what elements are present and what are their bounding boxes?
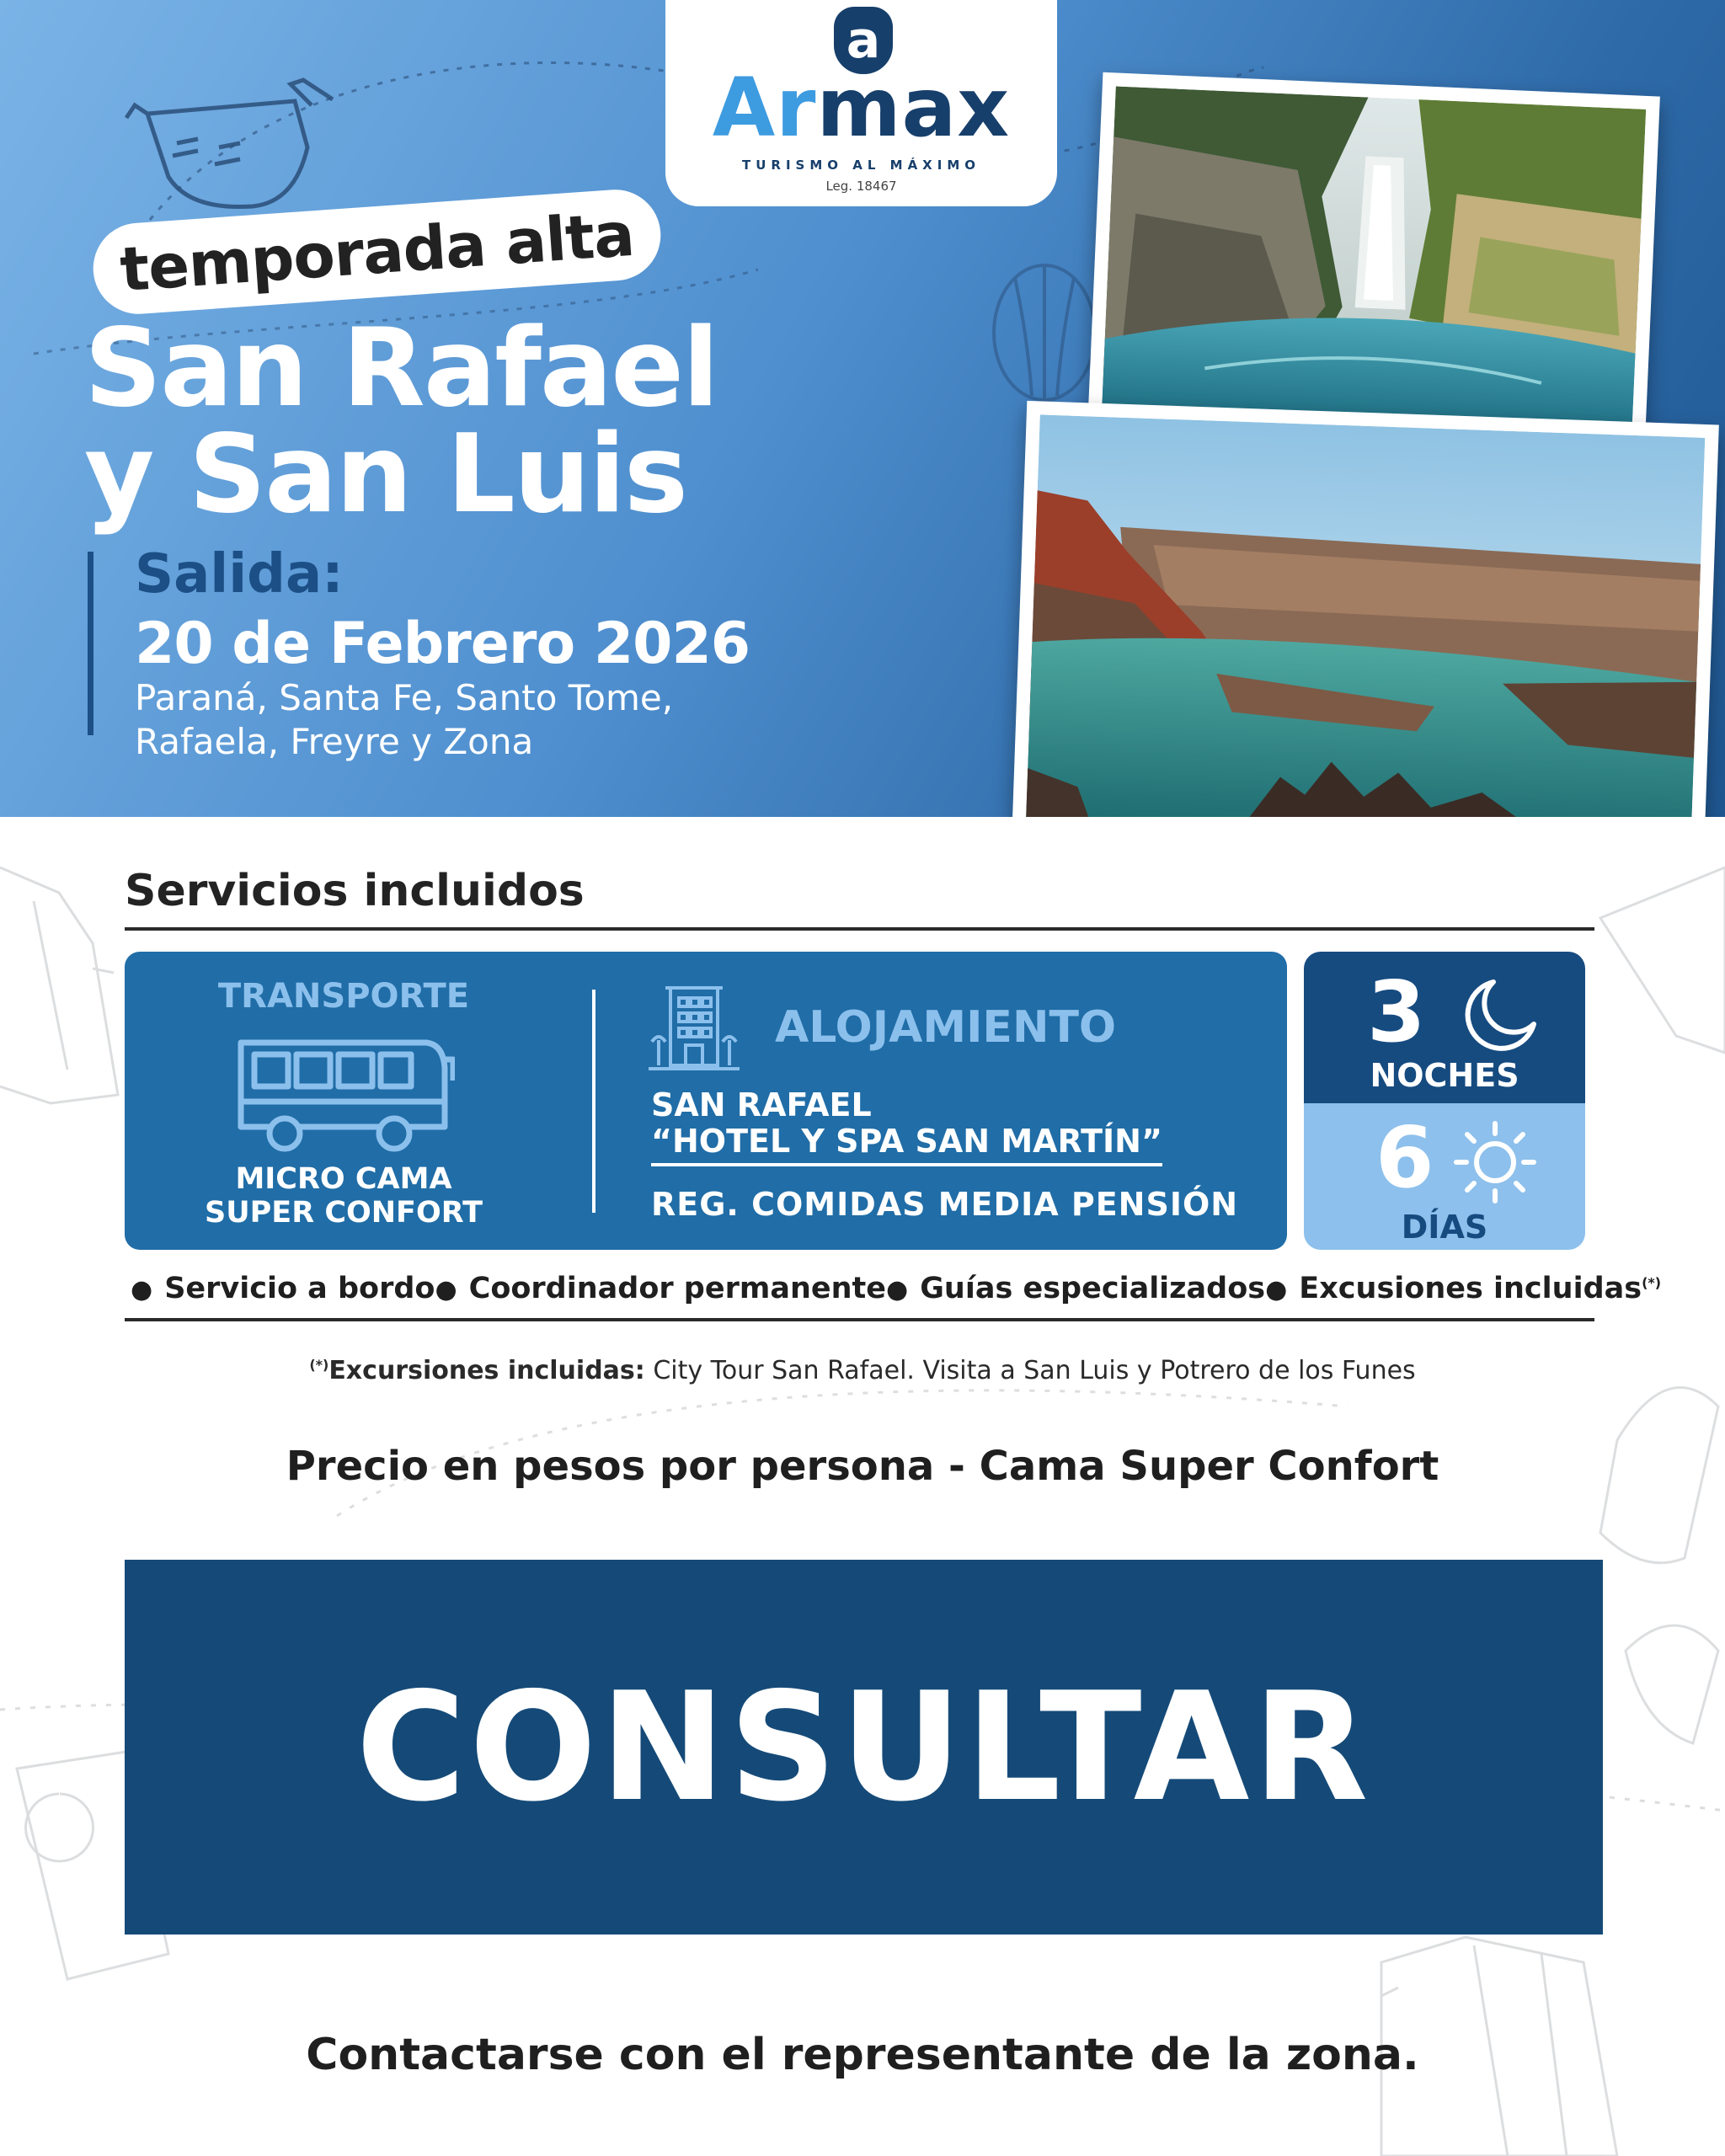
license-number: Leg. 18467 <box>825 179 897 194</box>
departure-label: Salida: <box>135 543 344 606</box>
services-panel <box>125 952 1287 1250</box>
lodging-title: ALOJAMIENTO <box>775 1002 1117 1053</box>
excursions-note <box>0 1356 1725 1385</box>
waterfall-photo <box>1087 72 1660 451</box>
features-divider <box>125 1318 1594 1321</box>
brand-logo[interactable] <box>665 0 1057 206</box>
departure-accent-bar <box>88 552 93 735</box>
features-list <box>131 1263 1662 1314</box>
nights-label: NOCHES <box>1370 1057 1519 1094</box>
days-count: 6 <box>1375 1108 1434 1207</box>
departure-date: 20 de Febrero 2026 <box>135 611 750 677</box>
contact-note: Contactarse con el representante de la zona. <box>306 2030 1419 2080</box>
bus-icon <box>232 1034 455 1154</box>
departure-cities-line-2: Rafaela, Freyre y Zona <box>135 721 534 762</box>
canyon-lake-photo <box>1012 401 1719 817</box>
season-text: temporada alta <box>117 198 637 306</box>
feature-item: ● Servicio a bordo <box>131 1272 435 1305</box>
panel-divider <box>592 990 595 1213</box>
moon-icon <box>1460 975 1541 1056</box>
destination-line-2: y San Luis <box>84 412 686 537</box>
feature-item-excursions: ● Excusiones incluidas(*) <box>1265 1272 1661 1305</box>
excursions-note-label: (*)Excursiones incluidas: <box>309 1356 645 1385</box>
transport-description <box>125 1162 563 1230</box>
lodging-city: SAN RAFAEL <box>651 1086 872 1123</box>
transport-line-1: MICRO CAMA <box>235 1162 452 1196</box>
departure-cities-line-1: Paraná, Santa Fe, Santo Tome, <box>135 677 674 718</box>
hotel-icon <box>647 981 741 1075</box>
destination-title <box>84 306 842 537</box>
departure-cities <box>135 676 741 764</box>
feature-item: ● Coordinador permanente <box>435 1272 886 1305</box>
price-label: Precio en pesos por persona - Cama Super Confort <box>286 1443 1439 1490</box>
sun-icon <box>1451 1118 1539 1206</box>
hero-banner <box>0 0 1725 817</box>
days-section <box>1304 1103 1585 1250</box>
brand-name: Armax <box>712 61 1011 155</box>
excursions-note-text: City Tour San Rafael. Visita a San Luis y Potrero de los Funes <box>644 1356 1416 1385</box>
transport-title: TRANSPORTE <box>217 977 470 1016</box>
services-divider <box>125 927 1594 931</box>
lodging-meals: REG. COMIDAS MEDIA PENSIÓN <box>651 1186 1239 1223</box>
stay-duration-box <box>1304 952 1585 1250</box>
brand-tagline: TURISMO AL MÁXIMO <box>742 157 980 173</box>
services-title: Servicios incluidos <box>125 866 585 916</box>
transport-line-2: SUPER CONFORT <box>205 1196 483 1230</box>
feature-item: ● Guías especializados <box>886 1272 1265 1305</box>
lodging-hotel: “HOTEL Y SPA SAN MARTÍN” <box>651 1123 1162 1166</box>
consult-button[interactable] <box>125 1560 1603 1935</box>
nights-section <box>1304 952 1585 1103</box>
nights-count: 3 <box>1367 963 1426 1061</box>
days-label: DÍAS <box>1401 1209 1488 1246</box>
brand-mark-icon: a <box>834 7 893 74</box>
consult-button-label: CONSULTAR <box>355 1660 1372 1834</box>
destination-line-1: San Rafael <box>84 306 718 431</box>
